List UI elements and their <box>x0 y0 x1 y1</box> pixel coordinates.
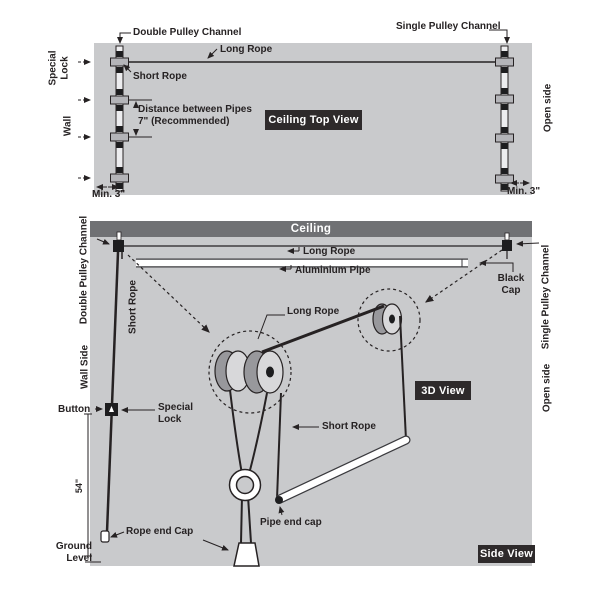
side-double-pulley-channel-label: Double Pulley Channel <box>78 215 90 325</box>
pipe-3d <box>275 440 406 504</box>
wall-rope-end-cap <box>101 531 109 542</box>
wall-label: Wall <box>62 115 74 137</box>
min3-left-label: Min. 3" <box>92 189 126 200</box>
pipe-end-cap-label: Pipe end cap <box>260 517 322 528</box>
height-dimension-label: 54" <box>73 478 84 494</box>
ground-level-label: Ground Level <box>55 541 92 564</box>
rope-end-cap-shape <box>234 543 259 566</box>
distance-label-line2: 7" (Recommended) <box>138 116 230 127</box>
side-special-lock-label: Special Lock <box>158 402 194 425</box>
3d-view-badge: 3D View <box>415 381 471 400</box>
aluminium-pipe-label: Aluminium Pipe <box>295 265 371 276</box>
side-long-rope-label: Long Rope <box>303 246 356 257</box>
side-single-pulley-channel-label: Single Pulley Channel <box>540 244 552 350</box>
side-short-rope-label: Short Rope <box>127 280 139 334</box>
black-cap-label: Black Cap <box>497 273 525 296</box>
single-pulley-bracket <box>502 233 512 259</box>
ceiling-top-view-badge: Ceiling Top View <box>265 110 362 130</box>
detail-ropes <box>230 306 406 543</box>
lock-position-arrows <box>78 62 90 178</box>
side-view-badge: Side View <box>478 545 535 563</box>
distance-label-line1: Distance between Pipes <box>138 104 252 115</box>
ring-handle <box>230 470 261 501</box>
double-pulley-3d <box>215 351 283 393</box>
top-double-pulley-channel-label: Double Pulley Channel <box>133 27 242 38</box>
ceiling-label: Ceiling <box>290 223 332 235</box>
single-pulley-channel-right <box>496 46 514 191</box>
side-view-leaders <box>84 239 539 562</box>
wall-side-label: Wall Side <box>79 344 91 390</box>
rope-end-cap-label: Rope end Cap <box>126 526 194 537</box>
detail-short-rope-label: Short Rope <box>322 421 376 432</box>
wall-rope <box>107 252 118 532</box>
top-open-side-label: Open side <box>542 83 554 133</box>
top-long-rope-label: Long Rope <box>220 44 273 55</box>
min3-right-label: Min. 3" <box>507 186 541 197</box>
button-label: Button <box>58 404 91 415</box>
top-single-pulley-channel-label: Single Pulley Channel <box>396 21 501 32</box>
top-short-rope-label: Short Rope <box>133 71 187 82</box>
top-special-lock-label: Special Lock <box>47 50 70 86</box>
special-lock-shape <box>105 403 118 416</box>
side-open-side-label: Open side <box>541 363 553 413</box>
double-pulley-channel-left <box>111 46 129 191</box>
detail-long-rope-label: Long Rope <box>287 306 340 317</box>
